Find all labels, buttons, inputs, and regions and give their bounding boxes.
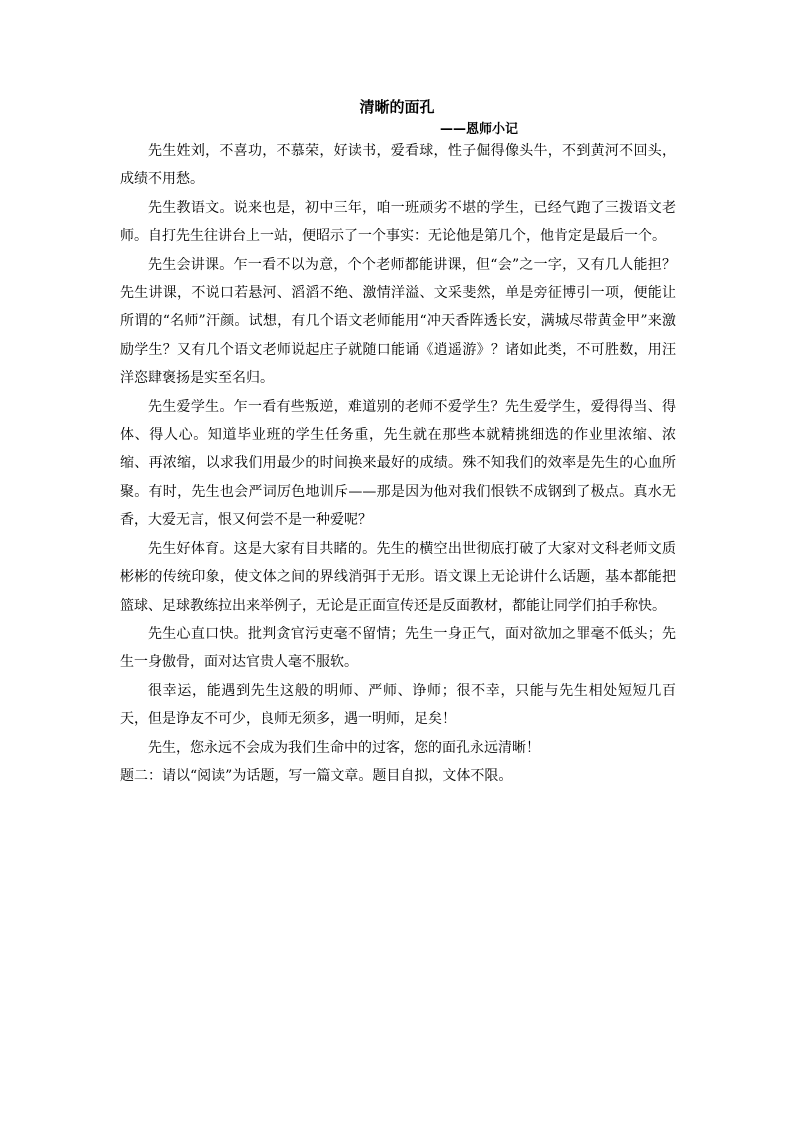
writing-prompt: 题二：请以“阅读”为话题，写一篇文章。题目自拟，文体不限。 [120,767,513,784]
essay-subtitle: ——恩师小记 [440,122,519,137]
paragraph-6: 先生心直口快。批判贪官污吏毫不留情；先生一身正气，面对欲加之罪毫不低头；先生一身傲骨，面对达官贵人毫不服软。 [120,625,676,671]
paragraph-3: 先生会讲课。乍一看不以为意，个个老师都能讲课，但“会”之一字，又有几人能担？先生讲课，不说口若悬河、滔滔不绝、激情洋溢、文采斐然，单是旁征博引一项，便能让所谓的“名师”汗颜。试想，有几个语文老师能用“冲天香阵透长安，满城尽带黄金甲”来激励学生？又有几个语文老师说起庄子就随口能诵《逍遥游》？诸如此类，不可胜数，用汪洋恣肆褒扬是实至名归。 [120,256,676,387]
paragraph-8: 先生，您永远不会成为我们生命中的过客，您的面孔永远清晰！ [148,739,540,756]
paragraph-1: 先生姓刘，不喜功，不慕荣，好读书，爱看球，性子倔得像头牛，不到黄河不回头，成绩不用愁。 [120,143,676,188]
paragraph-2: 先生教语文。说来也是，初中三年，咱一班顽劣不堪的学生，已经气跑了三拨语文老师。自打先生往讲台上一站，便昭示了一个事实：无论他是第几个，他肯定是最后一个。 [120,199,676,245]
paragraph-5: 先生好体育。这是大家有目共睹的。先生的横空出世彻底打破了大家对文科老师文质彬彬的传统印象，使文体之间的界线消弭于无形。语文课上无论讲什么话题，基本都能把篮球、足球教练拉出来举例子，无论是正面宣传还是反面教材，都能让同学们拍手称快。 [120,540,676,614]
essay-body [120,137,676,790]
essay-title: 清晰的面孔 [359,98,435,116]
paragraph-4: 先生爱学生。乍一看有些叛逆，难道别的老师不爱学生？先生爱学生，爱得得当、得体、得人心。知道毕业班的学生任务重，先生就在那些本就精挑细选的作业里浓缩、浓缩、再浓缩，以求我们用最少的时间换来最好的成绩。殊不知我们的效率是先生的心血所聚。有时，先生也会严词厉色地训斥——那是因为他对我们恨铁不成钢到了极点。真水无香，大爱无言，恨又何尝不是一种爱呢？ [120,398,676,529]
paragraph-7: 很幸运，能遇到先生这般的明师、严师、诤师；很不幸，只能与先生相处短短几百天，但是诤友不可少，良师无须多，遇一明师，足矣！ [120,682,676,728]
